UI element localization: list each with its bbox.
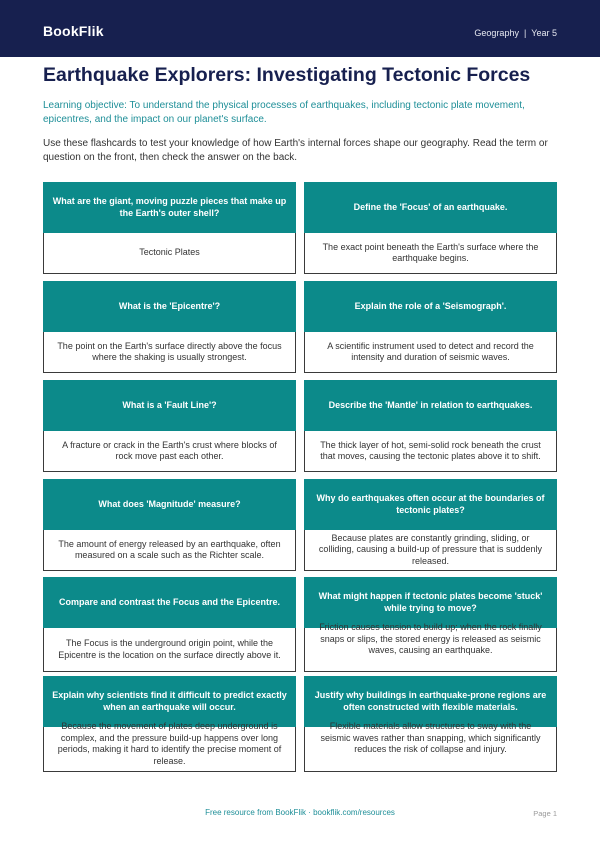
flashcard-5[interactable] — [43, 380, 296, 472]
subject-label: Geography — [474, 28, 519, 38]
flashcard-11[interactable] — [43, 676, 296, 768]
flashcard-back — [304, 431, 557, 472]
meta-separator: | — [523, 28, 527, 38]
intro-text: Use these flashcards to test your knowledge of how Earth's internal forces shape our geography. Read the term or question on the front, then check the answer on the back. — [43, 138, 548, 163]
flashcard-front: Justify why buildings in earthquake-prone regions are often constructed with flexible materials. — [304, 676, 557, 727]
flashcard-front: Describe the 'Mantle' in relation to earthquakes. — [304, 380, 557, 431]
learning-objective: Learning objective: To understand the physical processes of earthquakes, including tectonic plate movement, epicentres, and the impact on our planet's surface. — [43, 100, 525, 125]
flashcard-back — [43, 332, 296, 373]
flashcard-6[interactable] — [304, 380, 557, 472]
flashcard-answer: The exact point beneath the Earth's surface where the earthquake begins. — [322, 241, 539, 263]
flashcard-front: What are the giant, moving puzzle pieces that make up the Earth's outer shell? — [43, 182, 296, 233]
flashcard-back — [43, 721, 296, 772]
flashcard-answer: The amount of energy released by an earthquake, often measured on a scale such as the Richter scale. — [58, 538, 281, 560]
flashcard-back — [304, 721, 557, 772]
flashcard-3[interactable] — [43, 281, 296, 373]
flashcard-answer: A fracture or crack in the Earth's crust where blocks of rock move past each other. — [62, 439, 277, 461]
top-header-bar — [0, 0, 600, 57]
flashcard-2[interactable] — [304, 182, 557, 274]
subject-year-label — [474, 28, 557, 38]
flashcard-4[interactable] — [304, 281, 557, 373]
page-number: Page 1 — [533, 809, 557, 818]
flashcard-answer: Flexible materials allow structures to sway with the seismic waves rather than snapping, which significantly reduces the risk of collapse and injury. — [320, 721, 541, 754]
flashcard-back — [43, 530, 296, 571]
flashcard-back — [43, 431, 296, 472]
flashcard-front: Explain why scientists find it difficult to predict exactly when an earthquake will occur. — [43, 676, 296, 727]
flashcard-front: Define the 'Focus' of an earthquake. — [304, 182, 557, 233]
page-title: Earthquake Explorers: Investigating Tectonic Forces — [43, 64, 531, 86]
flashcard-answer: The thick layer of hot, semi-solid rock beneath the crust that moves, causing the tectonic plates above it to shift. — [320, 439, 541, 461]
flashcard-12[interactable] — [304, 676, 557, 768]
flashcard-front: What is a 'Fault Line'? — [43, 380, 296, 431]
flashcard-front: Explain the role of a 'Seismograph'. — [304, 281, 557, 332]
flashcard-7[interactable] — [43, 479, 296, 571]
flashcard-1[interactable] — [43, 182, 296, 274]
year-label: Year 5 — [531, 28, 557, 38]
flashcard-front: What does 'Magnitude' measure? — [43, 479, 296, 530]
flashcard-answer: Tectonic Plates — [139, 247, 200, 258]
footer-credit[interactable]: Free resource from BookFlik · bookflik.com/resources — [205, 808, 395, 817]
flashcard-answer: Because plates are constantly grinding, sliding, or colliding, causing a build-up of pressure that is suddenly released. — [318, 532, 543, 566]
flashcard-back — [304, 530, 557, 571]
flashcard-back — [304, 332, 557, 373]
flashcard-back — [43, 628, 296, 672]
flashcard-front: What might happen if tectonic plates become 'stuck' while trying to move? — [304, 577, 557, 628]
flashcard-answer: Friction causes tension to build up; when the rock finally snaps or slips, the stored energy is released as seismic waves, causing an earthquake. — [319, 622, 542, 655]
flashcard-front: Why do earthquakes often occur at the boundaries of tectonic plates? — [304, 479, 557, 530]
flashcard-front: What is the 'Epicentre'? — [43, 281, 296, 332]
brand-logo-text[interactable]: BookFlik — [43, 23, 104, 39]
flashcard-answer: The point on the Earth's surface directly above the focus where the shaking is usually strongest. — [57, 340, 282, 362]
flashcard-8[interactable] — [304, 479, 557, 571]
flashcard-back — [304, 233, 557, 274]
flashcard-back — [304, 622, 557, 672]
flashcard-back — [43, 233, 296, 274]
flashcard-9[interactable] — [43, 577, 296, 669]
flashcard-answer: A scientific instrument used to detect and record the intensity and duration of seismic waves. — [327, 340, 534, 362]
flashcard-front: Compare and contrast the Focus and the Epicentre. — [43, 577, 296, 628]
flashcard-answer: Because the movement of plates deep underground is complex, and the pressure build-up happens over long periods, making it hard to identify the precise moment of release. — [57, 721, 282, 766]
flashcard-answer: The Focus is the underground origin point, while the Epicentre is the location on the surface directly above it. — [58, 638, 281, 660]
flashcard-10[interactable] — [304, 577, 557, 669]
